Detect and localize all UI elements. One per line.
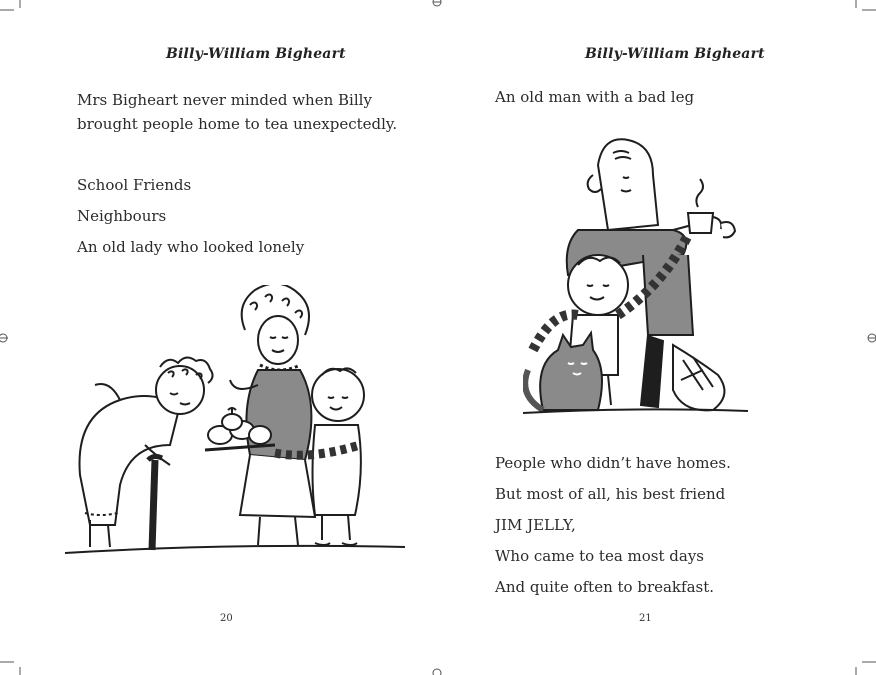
- intro-line-2: brought people home to tea unexpectedly.: [77, 115, 398, 133]
- old-lady-figure: [80, 357, 213, 550]
- list-line: School Friends: [77, 176, 192, 194]
- right-top-line: An old man with a bad leg: [495, 88, 695, 106]
- right-page-number: 21: [639, 613, 652, 624]
- list-line: JIM JELLY,: [495, 516, 576, 534]
- list-line: People who didn’t have homes.: [495, 454, 731, 472]
- left-running-head: Billy-William Bigheart: [166, 46, 346, 62]
- left-page-text: [77, 88, 397, 266]
- list-line: Who came to tea most days: [495, 547, 704, 565]
- intro-line-1: Mrs Bigheart never minded when Billy: [77, 91, 372, 109]
- old-man-illustration: [523, 135, 753, 420]
- list-line: But most of all, his best friend: [495, 485, 726, 503]
- list-line: An old lady who looked lonely: [77, 238, 305, 256]
- tea-party-illustration: [60, 285, 410, 560]
- cat-figure: [525, 333, 602, 410]
- right-page: [438, 0, 876, 675]
- intro-paragraph: [77, 88, 397, 136]
- list-line: Neighbours: [77, 207, 167, 225]
- left-page-number: 20: [220, 613, 233, 624]
- right-running-head: Billy-William Bigheart: [585, 46, 765, 62]
- list-line: And quite often to breakfast.: [495, 578, 715, 596]
- mother-figure: [230, 285, 315, 545]
- right-page-text: [495, 451, 731, 606]
